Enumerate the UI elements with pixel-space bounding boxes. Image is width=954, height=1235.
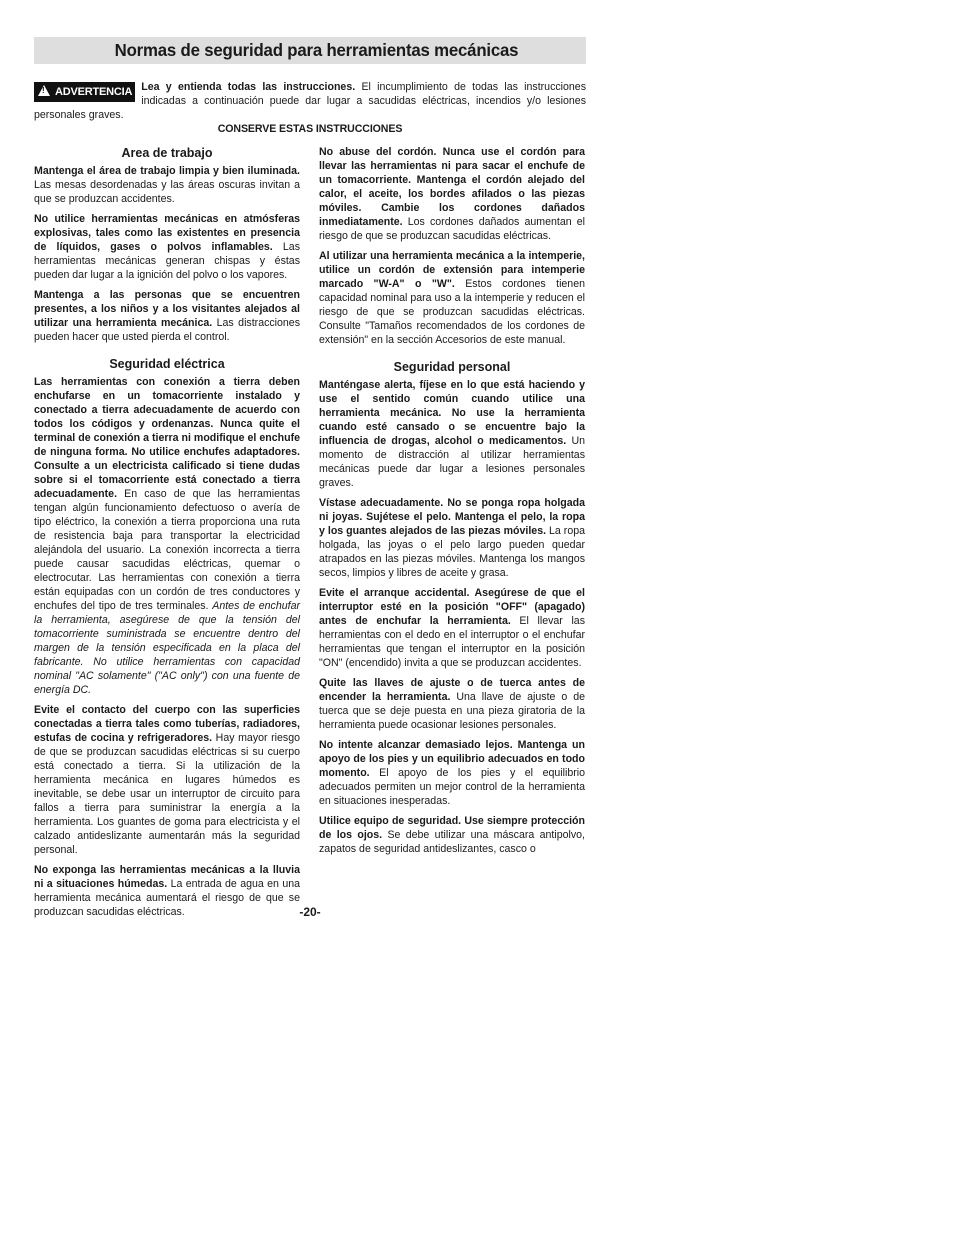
paragraph — [319, 249, 585, 347]
warning-badge-label: ADVERTENCIA — [55, 86, 133, 98]
paragraph — [319, 738, 585, 808]
paragraph — [319, 814, 585, 856]
paragraph — [34, 288, 300, 344]
paragraph-body: Hay mayor riesgo de que se produzcan sacudidas eléctricas si su cuerpo está conectado a tierra. Si la utilización de la herramienta mecánica en lugares húmedos es inevitable, se debe usar un interruptor de circuito para fallos a tierra para suministrar la energía a la herramienta. Los guantes de goma para electricista y el calzado antideslizante aumentarán más la seguridad personal. — [34, 732, 300, 856]
paragraph-lead: Utilice equipo de seguridad. Use siempre protección de los ojos. — [319, 815, 585, 841]
paragraph — [34, 164, 300, 206]
paragraph-italic: Antes de enchufar la herramienta, asegúrese de que la tensión del tomacorriente suministrada se encuentre dentro del margen de la tensión especificada en la placa del fabricante. No utilice herramientas con capacidad nominal "AC solamente" ("AC only") con una fuente de energía DC. — [34, 600, 300, 696]
paragraph-lead: Mantenga a las personas que se encuentren presentes, a los niños y a los visitantes alejados al utilizar una herramienta mecánica. — [34, 289, 300, 329]
conserve-notice: CONSERVE ESTAS INSTRUCCIONES — [217, 123, 403, 135]
paragraph-body: La ropa holgada, las joyas o el pelo largo pueden quedar atrapados en las piezas móviles. Mantenga los mangos secos, limpios y libres de aceite y grasa. — [319, 525, 586, 579]
paragraph — [34, 375, 300, 697]
paragraph-lead: Quite las llaves de ajuste o de tuerca antes de encender la herramienta. — [319, 677, 585, 703]
warning-lead: Lea y entienda todas las instrucciones. — [141, 81, 356, 93]
paragraph-lead: Vístase adecuadamente. No se ponga ropa holgada ni joyas. Sujétese el pelo. Mantenga el pelo, la ropa y los guantes alejados de las piezas móviles. — [319, 497, 585, 537]
paragraph-lead: Evite el contacto del cuerpo con las superficies conectadas a tierra tales como tuberías, radiadores, estufas de cocina y refrigeradores. — [34, 704, 300, 744]
warning-badge — [34, 82, 135, 102]
section-heading-electric: Seguridad eléctrica — [109, 357, 225, 371]
paragraph-lead: Al utilizar una herramienta mecánica a la intemperie, utilice un cordón de extensión para intemperie marcado "W-A" o "W". — [319, 250, 585, 290]
paragraph-lead: Manténgase alerta, fíjese en lo que está haciendo y use el sentido común cuando utilice una herramienta mecánica. No use la herramienta cuando esté cansado o se encuentre bajo la influencia de drogas, alcohol o medicamentos. — [319, 379, 585, 447]
paragraph-body: Las distracciones pueden hacer que usted pierda el control. — [34, 317, 301, 343]
paragraph-lead: No utilice herramientas mecánicas en atmósferas explosivas, tales como las existentes en presencia de líquidos, gases o polvos inflamables. — [34, 213, 300, 253]
warning-body: El incumplimiento de todas las instrucciones indicadas a continuación puede dar lugar a sacudidas eléctricas, incendios y/o lesiones personales graves. — [34, 81, 586, 121]
paragraph-lead: No intente alcanzar demasiado lejos. Mantenga un apoyo de los pies y un equilibrio adecuados en todo momento. — [319, 739, 585, 779]
left-column — [34, 145, 300, 925]
section-heading-personal: Seguridad personal — [393, 360, 511, 374]
page-title: Normas de seguridad para herramientas mecánicas — [114, 40, 519, 60]
section-heading-area: Area de trabajo — [121, 146, 213, 160]
paragraph-body: La entrada de agua en una herramienta mecánica aumentará el riesgo de que se produzcan sacudidas eléctricas. — [34, 878, 300, 918]
paragraph-body: Se debe utilizar una máscara antipolvo, zapatos de seguridad antideslizantes, casco o — [319, 829, 585, 855]
paragraph — [34, 212, 300, 282]
paragraph — [319, 145, 585, 243]
paragraph — [319, 586, 585, 670]
paragraph-body: Un momento de distracción al utilizar herramientas mecánicas puede dar lugar a lesiones personales graves. — [319, 435, 585, 489]
paragraph-body: Estos cordones tienen capacidad nominal para uso a la intemperie y reducen el riesgo de que se produzcan sacudidas eléctricas. Consulte "Tamaños recomendados de los cordones de extensión" en la sección Accesorios de este manual. — [319, 278, 585, 346]
paragraph-lead: Las herramientas con conexión a tierra deben enchufarse en un tomacorriente instalado y conectado a tierra adecuadamente de acuerdo con todos los códigos y ordenanzas. Nunca quite el terminal de conexión a tierra ni modifique el enchufe de ninguna forma. No utilice enchufes adaptadores. Consulte a un electricista calificado si tiene dudas sobre si el tomacorriente está conectado a tierra adecuadamente. — [34, 376, 300, 500]
paragraph-body: En caso de que las herramientas tengan algún funcionamiento defectuoso o avería de tipo eléctrico, la conexión a tierra proporciona una ruta de resistencia baja para transportar la electricidad alejándola del usuario. La conexión incorrecta a tierra puede causar sacudidas eléctricas, quemar o electrocutar. Las herramientas con conexión a tierra están equipadas con un cordón de tres conductores y enchufes del tipo de tres terminales. — [34, 488, 300, 612]
paragraph-body: Las herramientas mecánicas generan chispas y éstas pueden dar lugar a la ignición del polvo o los vapores. — [34, 241, 300, 281]
right-column — [319, 145, 585, 862]
paragraph-lead: Evite el arranque accidental. Asegúrese de que el interruptor esté en la posición "OFF" (apagado) antes de enchufar la herramienta. — [319, 587, 585, 627]
paragraph — [319, 378, 585, 490]
paragraph-body: El llevar las herramientas con el dedo en el interruptor o el enchufar herramientas que tengan el interruptor en la posición "ON" (encendido) invita a que se produzcan accidentes. — [319, 615, 585, 669]
paragraph-body: Los cordones dañados aumentan el riesgo de que se produzcan sacudidas eléctricas. — [319, 216, 585, 242]
paragraph — [319, 676, 585, 732]
warning-triangle-icon — [38, 85, 50, 96]
paragraph-body: El apoyo de los pies y el equilibrio adecuados permiten un mejor control de la herramienta en situaciones inesperadas. — [319, 767, 585, 807]
page-number: -20- — [299, 905, 321, 919]
paragraph — [319, 496, 585, 580]
paragraph-lead: No abuse del cordón. Nunca use el cordón para llevar las herramientas ni para sacar el enchufe de un tomacorriente. Mantenga el cordón alejado del calor, el aceite, los bordes afilados o las piezas móviles. Cambie los cordones dañados inmediatamente. — [319, 146, 585, 228]
paragraph-body: Las mesas desordenadas y las áreas oscuras invitan a que se produzcan accidentes. — [34, 179, 300, 205]
warning-block — [34, 80, 586, 122]
paragraph-body: Una llave de ajuste o de tuerca que se deje puesta en una pieza giratoria de la herramienta puede ocasionar lesiones personales. — [319, 691, 585, 731]
title-bar — [34, 37, 586, 64]
paragraph — [34, 703, 300, 857]
paragraph-lead: No exponga las herramientas mecánicas a la lluvia ni a situaciones húmedas. — [34, 864, 300, 890]
paragraph-lead: Mantenga el área de trabajo limpia y bien iluminada. — [34, 165, 300, 177]
